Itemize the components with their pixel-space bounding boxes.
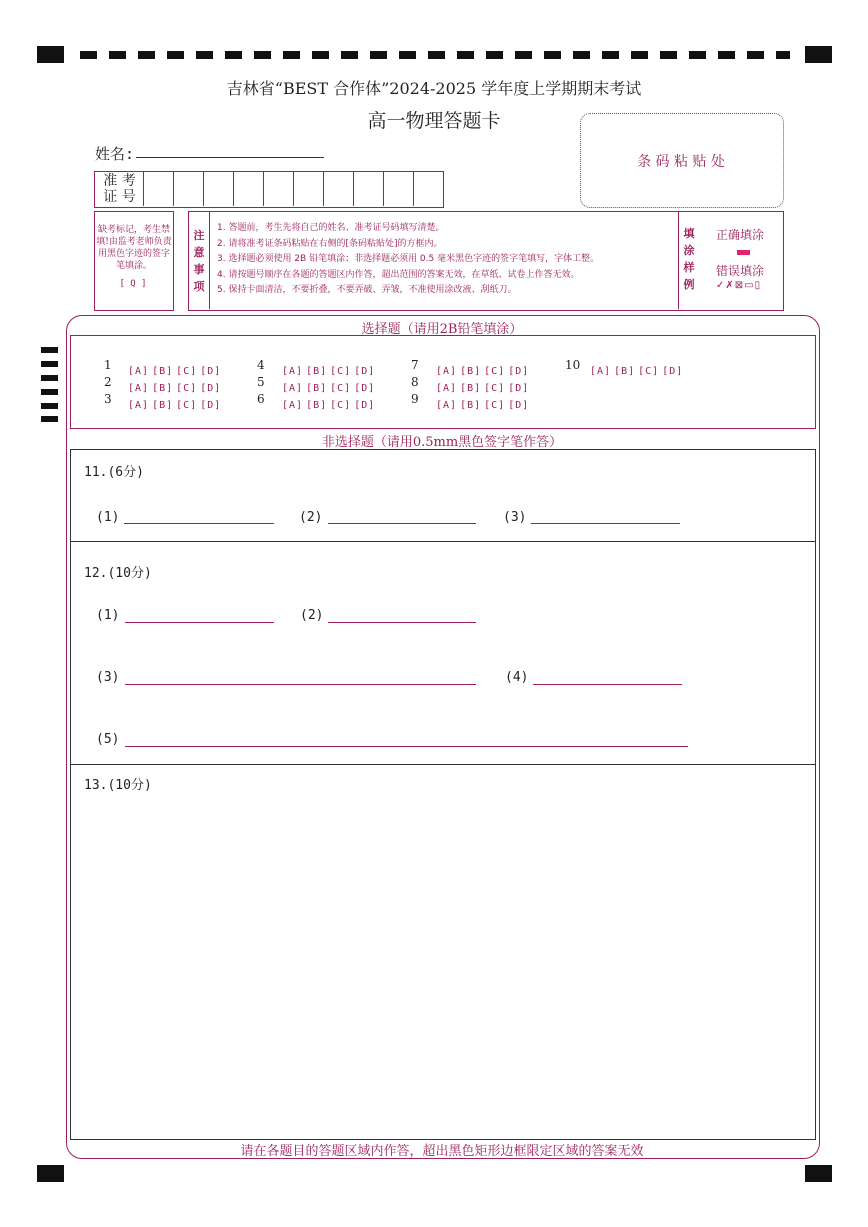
id-cell[interactable]	[173, 171, 203, 206]
bubble-d[interactable]: [D]	[200, 400, 222, 411]
wrong-fill-label: 错误填涂	[716, 264, 765, 278]
q12-answer-line[interactable]	[328, 622, 476, 623]
answer-bubbles-q10[interactable]	[590, 359, 686, 378]
id-cell[interactable]	[413, 171, 443, 206]
q11-sub-label: (3)	[503, 510, 527, 525]
question-number: 10	[565, 358, 581, 372]
question-number: 8	[411, 375, 419, 389]
q12-answer-box	[70, 540, 816, 765]
note-item: 1. 答题前，考生先将自己的姓名、准考证号码填写清楚。	[217, 223, 445, 233]
corner-mark-top-right	[805, 46, 832, 63]
id-cell[interactable]	[353, 171, 383, 206]
id-cell[interactable]	[203, 171, 233, 206]
bubble-a[interactable]: [A]	[590, 366, 612, 377]
note-item: 2. 请将准考证条码粘贴在右侧的[条码粘贴处]的方框内。	[217, 238, 443, 249]
q11-sub-label: (2)	[299, 510, 323, 525]
bubble-c[interactable]: [C]	[484, 366, 506, 377]
q11-answer-line[interactable]	[531, 523, 680, 524]
bubble-c[interactable]: [C]	[330, 383, 352, 394]
q11-label: 11.(6分)	[84, 465, 144, 480]
nonchoice-section-title: 非选择题（请用0.5mm黑色签字笔作答）	[321, 435, 563, 450]
bubble-c[interactable]: [C]	[176, 383, 198, 394]
bubble-d[interactable]: [D]	[200, 383, 222, 394]
timing-track	[80, 51, 790, 59]
bubble-d[interactable]: [D]	[354, 383, 376, 394]
bubble-d[interactable]: [D]	[200, 366, 222, 377]
bubble-b[interactable]: [B]	[152, 400, 174, 411]
side-timing-mark	[41, 389, 58, 395]
answer-bubbles-q3[interactable]	[128, 393, 224, 412]
name-label: 姓名:	[95, 145, 135, 163]
q12-sub-label: (5)	[96, 732, 120, 747]
id-cell[interactable]	[263, 171, 293, 206]
q11-answer-line[interactable]	[124, 523, 274, 524]
q12-answer-line[interactable]	[125, 746, 688, 747]
q11-answer-line[interactable]	[328, 523, 476, 524]
correct-fill-label: 正确填涂	[716, 228, 765, 242]
q12-answer-line[interactable]	[125, 684, 476, 685]
side-timing-mark	[41, 361, 58, 367]
corner-mark-bottom-left	[37, 1165, 64, 1182]
bubble-b[interactable]: [B]	[152, 366, 174, 377]
side-timing-mark	[41, 403, 58, 409]
side-timing-mark	[41, 347, 58, 353]
bubble-d[interactable]: [D]	[508, 383, 530, 394]
bubble-b[interactable]: [B]	[614, 366, 636, 377]
q12-sub-label: (2)	[300, 608, 324, 623]
side-timing-mark	[41, 375, 58, 381]
bubble-d[interactable]: [D]	[508, 366, 530, 377]
note-item: 4. 请按题号顺序在各题的答题区内作答，超出范围的答案无效，在草纸、试卷上作答无效。	[217, 269, 580, 280]
wrong-fill-marks: ✓✗⊠▭▯	[716, 280, 762, 291]
fill-example-heading: 填 涂 样 例	[683, 227, 695, 291]
bubble-d[interactable]: [D]	[662, 366, 684, 377]
question-number: 6	[257, 392, 265, 406]
bubble-c[interactable]: [C]	[176, 400, 198, 411]
bubble-a[interactable]: [A]	[436, 400, 458, 411]
id-cell[interactable]	[143, 171, 173, 206]
note-item: 3. 选择题必须使用 2B 铅笔填涂；非选择题必须用 0.5 毫米黑色字迹的签字笔填写，字体工整。	[217, 254, 600, 264]
bubble-a[interactable]: [A]	[128, 383, 150, 394]
bubble-c[interactable]: [C]	[484, 383, 506, 394]
q13-label: 13.(10分)	[84, 778, 152, 793]
bubble-b[interactable]: [B]	[306, 383, 328, 394]
bubble-c[interactable]: [C]	[484, 400, 506, 411]
name-field[interactable]	[136, 157, 324, 158]
bubble-a[interactable]: [A]	[282, 383, 304, 394]
notes-list	[217, 221, 675, 299]
bubble-a[interactable]: [A]	[436, 383, 458, 394]
bubble-c[interactable]: [C]	[176, 366, 198, 377]
bubble-b[interactable]: [B]	[306, 400, 328, 411]
bubble-a[interactable]: [A]	[282, 366, 304, 377]
q12-label: 12.(10分)	[84, 566, 152, 581]
q12-answer-line[interactable]	[125, 622, 274, 623]
q12-answer-line[interactable]	[533, 684, 682, 685]
bubble-b[interactable]: [B]	[460, 383, 482, 394]
id-cell[interactable]	[293, 171, 323, 206]
q11-answer-box	[70, 449, 816, 542]
q11-sub-label: (1)	[96, 510, 120, 525]
barcode-label: 条 码 粘 贴 处	[637, 154, 725, 170]
question-number: 3	[104, 392, 112, 406]
notes-heading: 注 意 事 项	[193, 229, 205, 293]
id-cell[interactable]	[323, 171, 353, 206]
bubble-d[interactable]: [D]	[354, 366, 376, 377]
question-number: 7	[411, 358, 419, 372]
q12-sub-label: (1)	[96, 608, 120, 623]
answer-bubbles-q9[interactable]	[436, 393, 532, 412]
bubble-d[interactable]: [D]	[354, 400, 376, 411]
bubble-b[interactable]: [B]	[460, 400, 482, 411]
notes-divider	[209, 211, 210, 309]
question-number: 5	[257, 375, 265, 389]
question-number: 9	[411, 392, 419, 406]
student-id-label: 准 考 证 号	[103, 173, 136, 205]
q13-answer-box[interactable]	[70, 764, 816, 1140]
corner-mark-top-left	[37, 46, 64, 63]
side-timing-mark	[41, 416, 58, 422]
q12-sub-label: (3)	[96, 670, 120, 685]
note-item: 5. 保持卡面清洁，不要折叠，不要弄破、弄皱，不准使用涂改液、刮纸刀。	[217, 285, 517, 295]
id-cell[interactable]	[233, 171, 263, 206]
choice-section-title: 选择题（请用2B铅笔填涂）	[361, 322, 523, 337]
question-number: 2	[104, 375, 112, 389]
q12-sub-label: (4)	[505, 670, 529, 685]
bubble-c[interactable]: [C]	[330, 400, 352, 411]
id-cell[interactable]	[383, 171, 413, 206]
bubble-a[interactable]: [A]	[128, 400, 150, 411]
bubble-b[interactable]: [B]	[152, 383, 174, 394]
bubble-b[interactable]: [B]	[460, 366, 482, 377]
card-subtitle: 高一物理答题卡	[367, 110, 501, 132]
footer-warning: 请在各题目的答题区域内作答，超出黑色矩形边框限定区域的答案无效	[240, 1144, 644, 1159]
bubble-c[interactable]: [C]	[638, 366, 660, 377]
fill-example-divider	[678, 211, 679, 309]
absent-checkbox[interactable]: [ Q ]	[119, 279, 147, 289]
bubble-c[interactable]: [C]	[330, 366, 352, 377]
correct-fill-mark	[737, 250, 750, 255]
question-number: 4	[257, 358, 265, 372]
bubble-b[interactable]: [B]	[306, 366, 328, 377]
bubble-a[interactable]: [A]	[282, 400, 304, 411]
bubble-a[interactable]: [A]	[436, 366, 458, 377]
bubble-d[interactable]: [D]	[508, 400, 530, 411]
question-number: 1	[104, 358, 112, 372]
absent-text: 缺考标记，考生禁填!由监考老师负责用黑色字迹的签字笔填涂。	[96, 225, 172, 271]
answer-bubbles-q6[interactable]	[282, 393, 378, 412]
bubble-a[interactable]: [A]	[128, 366, 150, 377]
exam-title: 吉林省“BEST 合作体”2024-2025 学年度上学期期末考试	[226, 79, 642, 98]
corner-mark-bottom-right	[805, 1165, 832, 1182]
